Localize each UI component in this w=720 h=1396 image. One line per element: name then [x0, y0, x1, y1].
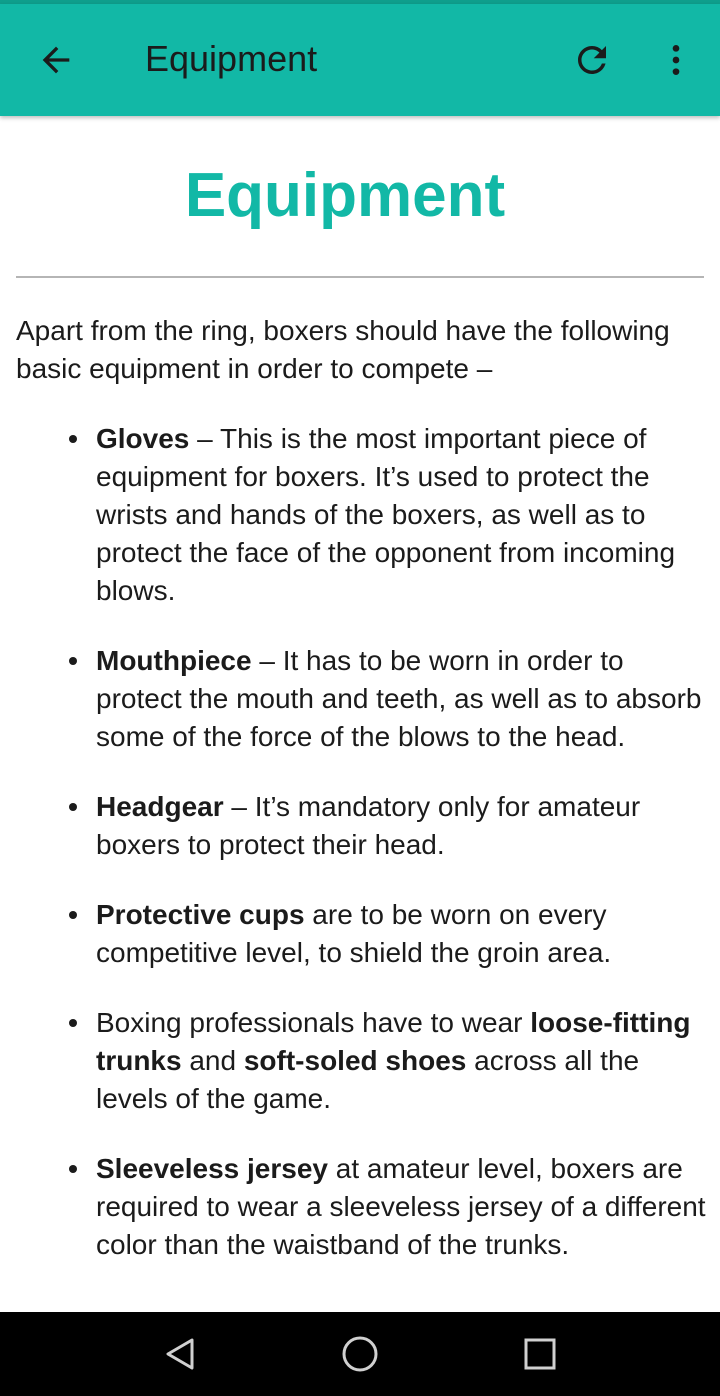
- item-description: – It has to be worn in order to protect the mouth and teeth, as well as to absorb some of the force of the blows to the head.: [96, 645, 702, 752]
- item-description: are to be worn on every competitive level, to shield the groin area.: [96, 899, 612, 968]
- equipment-list: [96, 420, 708, 1296]
- list-item: [96, 1150, 708, 1264]
- nav-home-icon: [340, 1334, 380, 1374]
- nav-recents-icon: [520, 1334, 560, 1374]
- list-item: [96, 420, 708, 610]
- nav-back-icon: [160, 1334, 200, 1374]
- arrow-back-icon: [36, 40, 76, 80]
- back-button[interactable]: [26, 30, 86, 90]
- item-description: – This is the most important piece of equipment for boxers. It’s used to protect the wrists and hands of the boxers, as well as to protect the face of the opponent from incoming blows.: [96, 423, 676, 606]
- app-bar-title: Equipment: [145, 38, 318, 79]
- item-term: soft-soled shoes: [243, 1045, 467, 1076]
- item-term: Protective cups: [96, 899, 305, 930]
- item-description: at amateur level, boxers are required to wear a sleeveless jersey of a different color than the waistband of the trunks.: [96, 1153, 706, 1260]
- refresh-icon: [571, 39, 613, 81]
- article-heading: Equipment: [184, 161, 506, 230]
- app-bar: [0, 4, 720, 116]
- more-options-button[interactable]: [646, 30, 706, 90]
- item-description: across all the levels of the game.: [96, 1045, 640, 1114]
- refresh-button[interactable]: [562, 30, 622, 90]
- article-content[interactable]: [0, 116, 720, 1312]
- nav-home-button[interactable]: [330, 1326, 390, 1382]
- list-item: [96, 1004, 708, 1118]
- item-term: Mouthpiece: [96, 645, 252, 676]
- nav-recents-button[interactable]: [510, 1326, 570, 1382]
- item-term: Headgear: [96, 791, 224, 822]
- item-term: Gloves: [96, 423, 190, 454]
- divider: [16, 276, 704, 278]
- list-item: [96, 896, 708, 972]
- more-vert-icon: [656, 40, 696, 80]
- intro-paragraph: Apart from the ring, boxers should have the following basic equipment in order to compete –: [16, 315, 670, 384]
- list-item: [96, 788, 708, 864]
- system-nav-bar: [0, 1312, 720, 1396]
- nav-back-button[interactable]: [150, 1326, 210, 1382]
- list-item: [96, 642, 708, 756]
- item-text: Boxing professionals have to wear: [96, 1007, 531, 1038]
- item-term: Sleeveless jersey: [96, 1153, 328, 1184]
- item-text: and: [181, 1045, 244, 1076]
- item-term: loose-fitting trunks: [96, 1007, 691, 1076]
- item-description: – It’s mandatory only for amateur boxers to protect their head.: [96, 791, 641, 860]
